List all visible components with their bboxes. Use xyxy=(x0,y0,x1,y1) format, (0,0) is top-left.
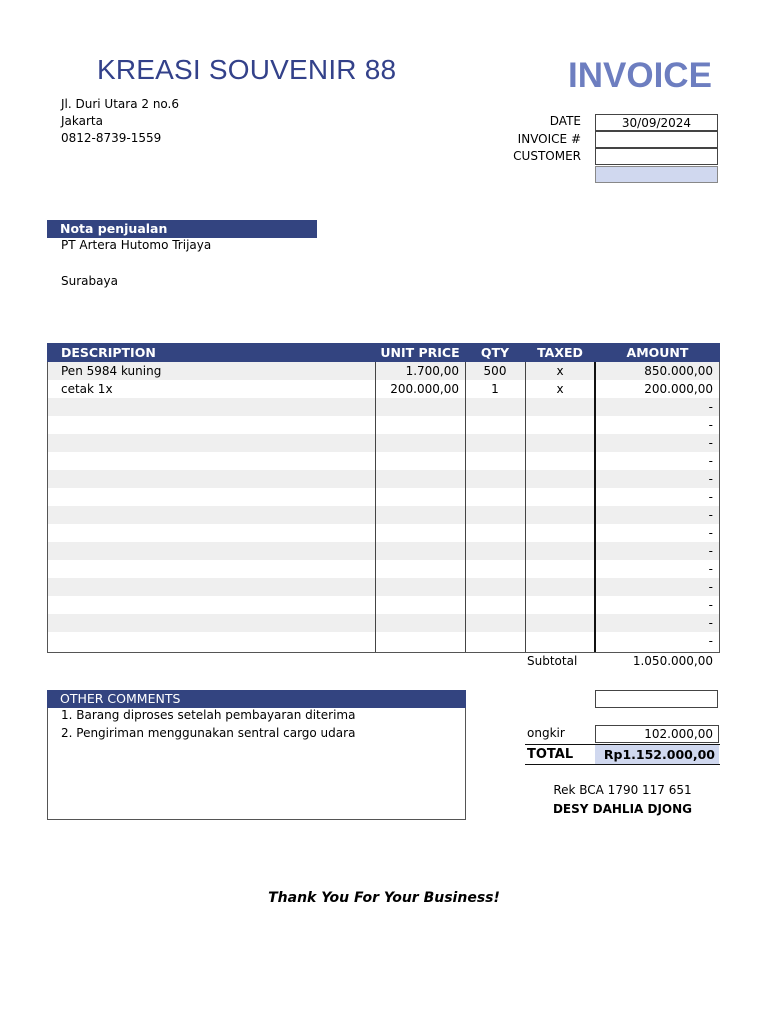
cell-qty xyxy=(466,614,524,632)
cell-amount: - xyxy=(708,400,713,414)
cell-taxed xyxy=(526,506,594,524)
cell-unit-price xyxy=(376,470,459,488)
bill-to-heading: Nota penjualan xyxy=(47,220,317,238)
invoice-number-field[interactable] xyxy=(595,131,718,148)
cell-description xyxy=(61,632,361,650)
col-taxed-header: TAXED xyxy=(537,345,583,360)
address-city: Jakarta xyxy=(61,114,103,128)
total-field xyxy=(595,745,719,764)
bill-to-city: Surabaya xyxy=(61,274,118,288)
cell-taxed xyxy=(526,524,594,542)
cell-qty xyxy=(466,434,524,452)
cell-description xyxy=(61,488,361,506)
cell-qty xyxy=(466,632,524,650)
table-header xyxy=(47,343,720,362)
subtotal-label: Subtotal xyxy=(527,654,578,668)
shipping-value: 102.000,00 xyxy=(644,727,713,741)
cell-taxed: x xyxy=(556,364,564,378)
cell-taxed xyxy=(526,452,594,470)
cell-taxed xyxy=(526,542,594,560)
cell-description xyxy=(61,434,361,452)
cell-unit-price xyxy=(376,524,459,542)
col-unit-price-header: UNIT PRICE xyxy=(380,345,460,360)
cell-amount: - xyxy=(708,544,713,558)
cell-amount: - xyxy=(708,472,713,486)
cell-description xyxy=(61,560,361,578)
thank-you-note: Thank You For Your Business! xyxy=(268,890,500,906)
cell-unit-price xyxy=(376,434,459,452)
account-holder: DESY DAHLIA DJONG xyxy=(552,802,693,816)
cell-taxed xyxy=(526,470,594,488)
cell-unit-price xyxy=(376,614,459,632)
cell-qty xyxy=(466,488,524,506)
cell-amount: - xyxy=(708,508,713,522)
cell-unit-price xyxy=(376,632,459,650)
cell-amount: - xyxy=(708,580,713,594)
cell-amount: - xyxy=(708,526,713,540)
cell-amount: - xyxy=(708,436,713,450)
col-qty-header: QTY xyxy=(480,345,510,360)
cell-qty xyxy=(466,506,524,524)
total-underline xyxy=(525,764,720,765)
cell-taxed xyxy=(526,560,594,578)
address-street: Jl. Duri Utara 2 no.6 xyxy=(61,97,180,111)
cell-qty xyxy=(466,524,524,542)
cell-unit-price xyxy=(376,578,459,596)
cell-description xyxy=(61,470,361,488)
company-name: KREASI SOUVENIR 88 xyxy=(97,54,397,85)
cell-description: Pen 5984 kuning xyxy=(61,364,162,378)
cell-amount: - xyxy=(708,634,713,648)
date-label: DATE xyxy=(549,114,581,128)
cell-qty xyxy=(466,542,524,560)
cell-unit-price: 1.700,00 xyxy=(405,364,459,378)
total-label: TOTAL xyxy=(527,747,574,762)
cell-unit-price xyxy=(376,596,459,614)
cell-taxed xyxy=(526,596,594,614)
cell-description: cetak 1x xyxy=(61,382,113,396)
cell-unit-price xyxy=(376,488,459,506)
cell-unit-price xyxy=(376,506,459,524)
cell-amount: - xyxy=(708,418,713,432)
cell-description xyxy=(61,398,361,416)
cell-unit-price xyxy=(376,560,459,578)
cell-qty: 1 xyxy=(491,382,499,396)
cell-qty xyxy=(466,416,524,434)
cell-taxed: x xyxy=(556,382,564,396)
cell-qty xyxy=(466,578,524,596)
comments-heading: OTHER COMMENTS xyxy=(47,690,466,708)
cell-qty xyxy=(466,596,524,614)
customer-label: CUSTOMER xyxy=(513,149,581,163)
address-phone: 0812-8739-1559 xyxy=(61,131,162,145)
total-value: Rp1.152.000,00 xyxy=(603,747,715,762)
cell-amount: - xyxy=(708,490,713,504)
cell-unit-price xyxy=(376,416,459,434)
comment-line-1: 1. Barang diproses setelah pembayaran diterima xyxy=(61,708,356,722)
col-description-header: DESCRIPTION xyxy=(61,345,156,360)
col-divider xyxy=(594,362,596,652)
cell-taxed xyxy=(526,416,594,434)
shipping-label: ongkir xyxy=(527,726,565,740)
cell-description xyxy=(61,506,361,524)
cell-qty xyxy=(466,398,524,416)
cell-amount: 850.000,00 xyxy=(644,364,713,378)
cell-description xyxy=(61,542,361,560)
cell-taxed xyxy=(526,578,594,596)
cell-taxed xyxy=(526,398,594,416)
cell-amount: 200.000,00 xyxy=(644,382,713,396)
blank-total-field[interactable] xyxy=(595,690,718,708)
cell-qty: 500 xyxy=(483,364,507,378)
cell-taxed xyxy=(526,614,594,632)
col-amount-header: AMOUNT xyxy=(626,345,689,360)
cell-description xyxy=(61,578,361,596)
cell-unit-price xyxy=(376,452,459,470)
comment-line-2: 2. Pengiriman menggunakan sentral cargo udara xyxy=(61,726,356,740)
shipping-field[interactable] xyxy=(595,725,719,743)
cell-unit-price: 200.000,00 xyxy=(390,382,459,396)
customer-field[interactable] xyxy=(595,148,718,165)
bank-account: Rek BCA 1790 117 651 xyxy=(553,783,692,797)
bill-to-name: PT Artera Hutomo Trijaya xyxy=(61,238,212,252)
cell-amount: - xyxy=(708,562,713,576)
cell-taxed xyxy=(526,632,594,650)
cell-description xyxy=(61,452,361,470)
cell-taxed xyxy=(526,434,594,452)
cell-qty xyxy=(466,452,524,470)
cell-unit-price xyxy=(376,398,459,416)
cell-amount: - xyxy=(708,598,713,612)
cell-description xyxy=(61,614,361,632)
cell-unit-price xyxy=(376,542,459,560)
cell-description xyxy=(61,416,361,434)
cell-qty xyxy=(466,470,524,488)
date-field[interactable]: 30/09/2024 xyxy=(595,114,718,131)
invoice-title: INVOICE xyxy=(568,56,712,95)
cell-taxed xyxy=(526,488,594,506)
subtotal-value: 1.050.000,00 xyxy=(632,654,713,668)
cell-amount: - xyxy=(708,616,713,630)
highlight-field[interactable] xyxy=(595,166,718,183)
invoice-number-label: INVOICE # xyxy=(517,132,581,146)
cell-amount: - xyxy=(708,454,713,468)
cell-description xyxy=(61,596,361,614)
cell-qty xyxy=(466,560,524,578)
cell-description xyxy=(61,524,361,542)
